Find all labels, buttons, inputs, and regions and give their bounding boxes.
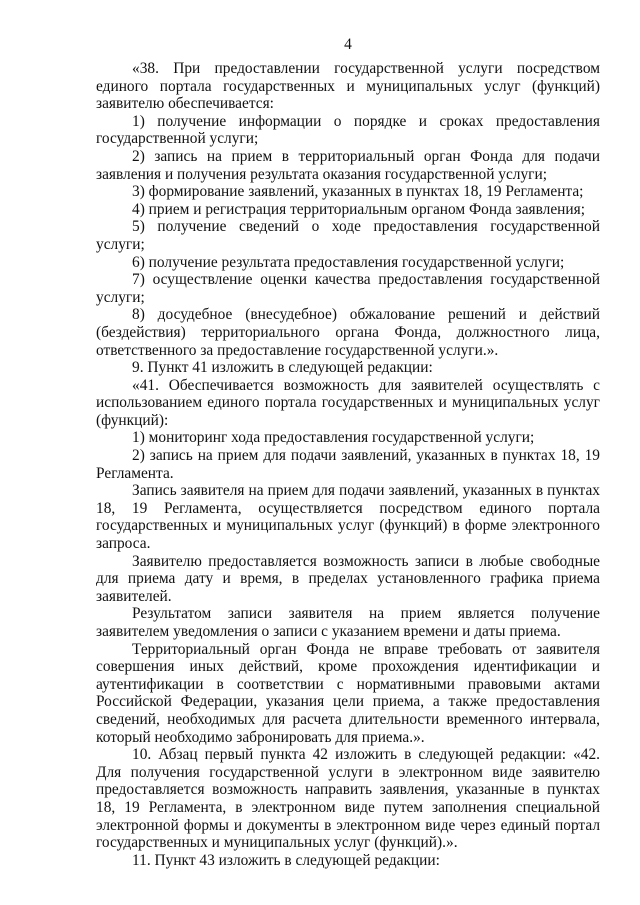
paragraph-point-10: 10. Абзац первый пункта 42 изложить в следующей редакции: «42. Для получения государственной услуги в электронном виде заявителю предоставляется возможность направить заявления, указанные в пунктах 18, 19 Регламента, в электронном виде путем заполнения специальной электронной формы и документы в электронном виде через единый портал государственных и муниципальных услуг (функций).». [96,746,600,852]
paragraph-41-slots: Заявителю предоставляется возможность записи в любые свободные для приема дату и время, в пределах установленного графика приема заявителей. [96,552,600,605]
paragraph-41-restrictions: Территориальный орган Фонда не вправе требовать от заявителя совершения иных действий, кроме прохождения идентификации и аутентификации в соответствии с нормативными правовыми актами Российской Федерации, указания цели приема, а также предоставления сведений, необходимых для расчета длительности временного интервала, который необходимо забронировать для приема.». [96,640,600,746]
paragraph-38-item-8: 8) досудебное (внесудебное) обжалование решений и действий (бездействия) территориального органа Фонда, должностного лица, ответственного за предоставление государственной услуги.». [96,306,600,359]
document-body [96,60,600,869]
paragraph-41-result: Результатом записи заявителя на прием является получение заявителем уведомления о записи с указанием времени и даты приема. [96,605,600,640]
paragraph-41-item-1: 1) мониторинг хода предоставления государственной услуги; [132,429,535,447]
paragraph-38-item-3: 3) формирование заявлений, указанных в пунктах 18, 19 Регламента; [132,183,584,201]
paragraph-38-item-5: 5) получение сведений о ходе предоставления государственной услуги; [96,218,600,253]
paragraph-41-booking: Запись заявителя на прием для подачи заявлений, указанных в пунктах 18, 19 Регламента, осуществляется посредством единого портала государственных и муниципальных услуг (функций) в форме электронного запроса. [96,482,600,553]
paragraph-point-9: 9. Пункт 41 изложить в следующей редакции: [132,359,433,377]
paragraph-38-item-4: 4) прием и регистрация территориальным органом Фонда заявления; [132,200,586,218]
paragraph-41-intro: «41. Обеспечивается возможность для заявителей осуществлять с использованием единого портала государственных и муниципальных услуг (функций): [96,376,600,429]
paragraph-point-11: 11. Пункт 43 изложить в следующей редакции: [132,851,440,869]
page-number: 4 [344,36,352,53]
paragraph-38-item-7: 7) осуществление оценки качества предоставления государственной услуги; [96,271,600,306]
paragraph-38-item-1: 1) получение информации о порядке и сроках предоставления государственной услуги; [96,112,600,148]
paragraph-41-item-2: 2) запись на прием для подачи заявлений, указанных в пунктах 18, 19 Регламента. [96,447,600,482]
paragraph-38-intro: «38. При предоставлении государственной услуги посредством единого портала государственных и муниципальных услуг (функций) заявителю обеспечивается: [96,60,600,113]
document-page [96,34,600,869]
paragraph-38-item-2: 2) запись на прием в территориальный орган Фонда для подачи заявления и получения результата оказания государственной услуги; [96,147,600,183]
paragraph-38-item-6: 6) получение результата предоставления государственной услуги; [132,253,565,271]
